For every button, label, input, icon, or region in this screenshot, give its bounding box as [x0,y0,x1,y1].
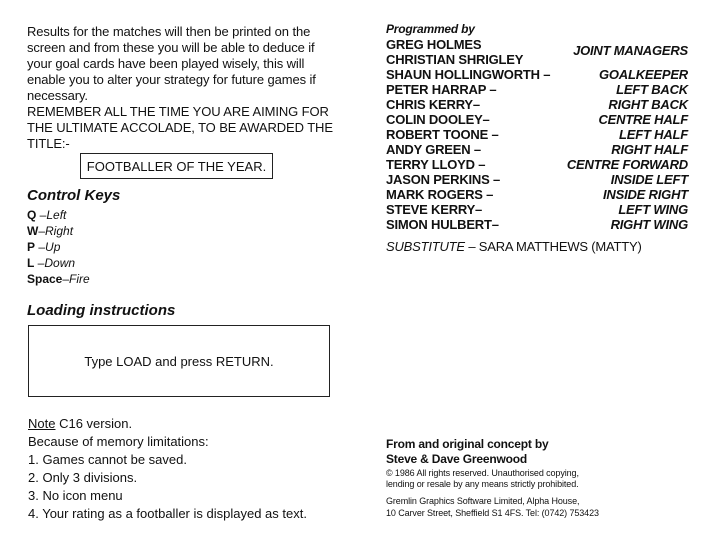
control-key-space [27,272,90,286]
substitute-name: – SARA MATTHEWS (MATTY) [464,239,642,254]
note-item: 2. Only 3 divisions. [28,470,138,485]
control-key-q [27,208,66,222]
key-action: Down [44,256,76,270]
control-key-w [27,224,73,238]
intro-line: necessary. [27,88,88,103]
credits-heading: Programmed by [386,22,475,36]
credit-name: CHRISTIAN SHRIGLEY [386,52,524,67]
credit-role: GOALKEEPER [598,67,688,82]
control-keys-heading: Control Keys [27,187,121,204]
note-title [28,416,132,431]
note-label: Note [28,416,56,431]
credit-name: SIMON HULBERT– [386,217,499,232]
credit-name: GREG HOLMES [386,37,482,52]
origin-line-2: Steve & Dave Greenwood [386,452,527,466]
credit-role: RIGHT WING [610,217,688,232]
intro-line: your goal cards have been played wisely, this will [27,56,305,71]
control-key-l [27,256,75,270]
credit-role: LEFT WING [618,202,688,217]
key-action: Fire [69,272,90,286]
origin-line-1: From and original concept by [386,437,549,451]
address-line: 10 Carver Street, Sheffield S1 4FS. Tel: (0742) 753423 [386,508,599,518]
note-version: C16 version. [55,416,133,431]
key-action: Up [45,240,61,254]
credit-role: INSIDE LEFT [610,172,688,187]
intro-line: screen and from these you will be able to deduce if [27,40,315,55]
key-separator: – [62,272,70,286]
credit-role: LEFT BACK [616,82,688,97]
intro-line: THE ULTIMATE ACCOLADE, TO BE AWARDED THE [27,120,333,135]
credit-name: ROBERT TOONE – [386,127,499,142]
credit-role: RIGHT HALF [611,142,688,157]
control-key-p [27,240,60,254]
key-action: Left [46,208,67,222]
substitute-line [386,239,642,254]
intro-line: Results for the matches will then be printed on the [27,24,311,39]
credit-name: CHRIS KERRY– [386,97,480,112]
address-line: Gremlin Graphics Software Limited, Alpha House, [386,496,580,506]
key-label: W [27,224,39,238]
key-separator: – [38,224,46,238]
key-label: P [27,240,36,254]
credit-role: JOINT MANAGERS [573,43,688,58]
credit-name: PETER HARRAP – [386,82,497,97]
award-title-box: FOOTBALLER OF THE YEAR. [80,153,273,179]
copyright-line: lending or resale by any means strictly prohibited. [386,479,579,489]
key-separator: – [35,240,46,254]
credit-name: SHAUN HOLLINGWORTH – [386,67,551,82]
copyright-line: © 1986 All rights reserved. Unauthorised copying, [386,468,579,478]
key-label: L [27,256,35,270]
credit-role: CENTRE HALF [598,112,688,127]
credit-name: COLIN DOOLEY– [386,112,490,127]
credit-role: INSIDE RIGHT [603,187,688,202]
intro-line: enable you to alter your strategy for future games if [27,72,316,87]
credit-name: JASON PERKINS – [386,172,501,187]
note-item: 4. Your rating as a footballer is displayed as text. [28,506,307,521]
note-item: 3. No icon menu [28,488,123,503]
credit-name: TERRY LLOYD – [386,157,486,172]
key-separator: – [36,208,47,222]
loading-instruction-box: Type LOAD and press RETURN. [28,325,330,397]
credit-role: CENTRE FORWARD [566,157,688,172]
intro-line: REMEMBER ALL THE TIME YOU ARE AIMING FOR [27,104,329,119]
credit-name: STEVE KERRY– [386,202,483,217]
note-intro: Because of memory limitations: [28,434,209,449]
key-label: Q [27,208,37,222]
intro-line: TITLE:- [27,136,70,151]
key-label: Space [27,272,63,286]
loading-instructions-heading: Loading instructions [27,302,176,319]
credit-name: ANDY GREEN – [386,142,481,157]
substitute-label: SUBSTITUTE [386,239,465,254]
credit-role: LEFT HALF [619,127,688,142]
note-item: 1. Games cannot be saved. [28,452,187,467]
credit-name: MARK ROGERS – [386,187,494,202]
credit-role: RIGHT BACK [608,97,688,112]
key-action: Right [45,224,74,238]
key-separator: – [34,256,45,270]
